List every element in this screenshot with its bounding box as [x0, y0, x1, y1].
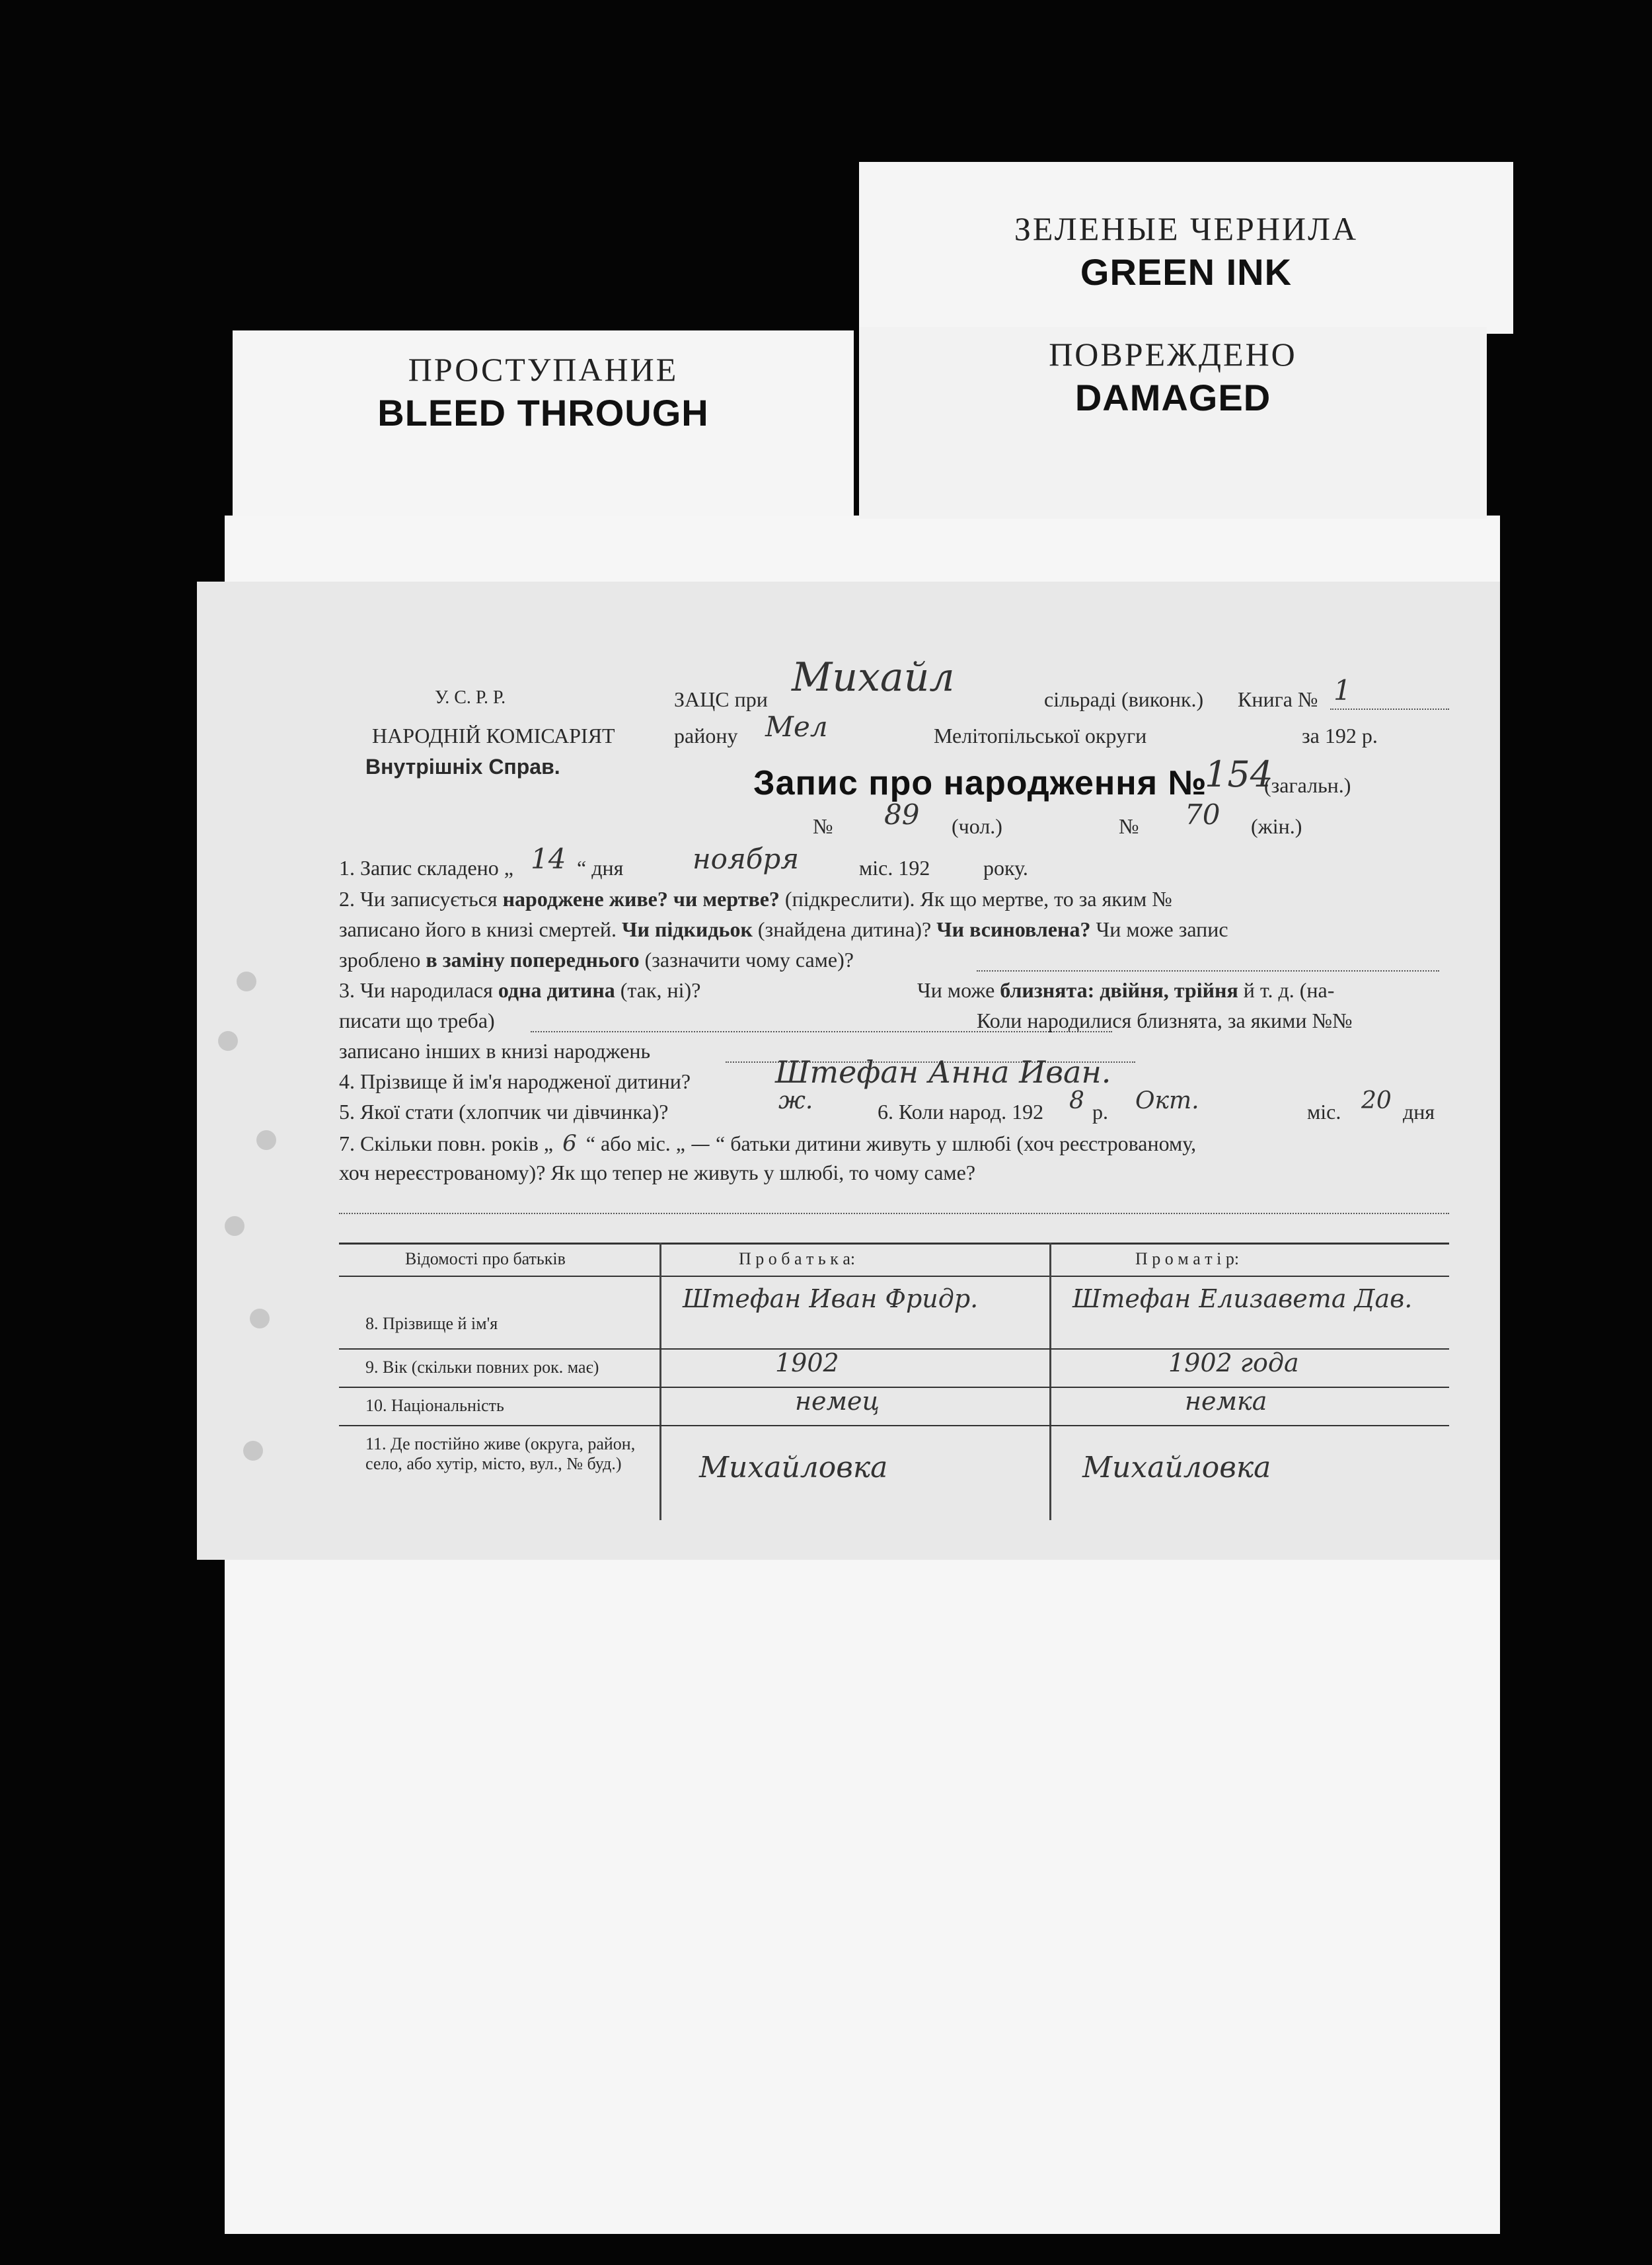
- table-top-line: [339, 1243, 1449, 1245]
- father-age: 1902: [775, 1348, 839, 1377]
- q2e-part1: зроблено: [339, 948, 426, 972]
- q2-part2: народжене живе? чи мертве?: [502, 887, 780, 911]
- district-label: району: [674, 724, 738, 748]
- book-dots: [1330, 709, 1449, 710]
- father-residence: Михайловка: [699, 1451, 888, 1484]
- table-col-line-2: [1049, 1243, 1051, 1520]
- okrug: Мелітопільської округи: [934, 724, 1147, 748]
- table-header-father: П р о б а т ь к а:: [739, 1249, 856, 1268]
- line1-c: міс. 192: [859, 856, 930, 880]
- q3-part1: 3. Чи народилася: [339, 978, 498, 1002]
- q3-part2: одна дитина: [498, 978, 615, 1002]
- birth-date-label: 6. Коли народ. 192: [878, 1100, 1044, 1124]
- line1-a: 1. Запис складено „: [339, 856, 513, 880]
- q2e-part2: в заміну попереднього: [426, 948, 640, 972]
- marriage-c: “ батьки дитини живуть у шлюбі (хоч реєстрованому,: [716, 1132, 1197, 1155]
- birth-date-r: р.: [1092, 1100, 1108, 1124]
- org-commissariat: НАРОДНІЙ КОМІСАРІЯТ: [372, 724, 615, 748]
- q2c-part4: Чи всиновлена?: [936, 917, 1091, 941]
- birth-year: 8: [1069, 1087, 1084, 1114]
- table-header-info: Відомості про батьків: [405, 1249, 566, 1268]
- green-ink-card: [859, 162, 1513, 334]
- q2c-part5: Чи може запис: [1090, 917, 1228, 941]
- punch-hole: [243, 1441, 263, 1461]
- marriage-a: 7. Скільки повн. років „: [339, 1132, 554, 1155]
- question-3: [339, 978, 700, 1003]
- question-3-twins: [917, 978, 1334, 1003]
- record-title: Запис про народження №: [753, 764, 1207, 802]
- line7: записано інших в книзі народжень: [339, 1039, 651, 1063]
- marriage-years: 6: [562, 1130, 577, 1157]
- father-nationality: немец: [795, 1387, 880, 1416]
- birth-date-mis: міс.: [1307, 1100, 1341, 1124]
- line6-b: Коли народилися близнята, за якими №№: [977, 1009, 1353, 1032]
- table-col-line-1: [659, 1243, 661, 1520]
- q3t-part1: Чи може: [917, 978, 1000, 1002]
- bleed-through-en: BLEED THROUGH: [377, 392, 709, 434]
- mother-name: Штефан Елизавета Дав.: [1072, 1284, 1413, 1313]
- male-no-label: №: [813, 814, 833, 838]
- row-label-residence: 11. Де постійно живе (округа, район, село, або хутір, місто, вул., № буд.): [365, 1434, 636, 1473]
- q2c-part1: записано його в книзі смертей.: [339, 917, 622, 941]
- birth-date-dnia: дня: [1403, 1100, 1435, 1124]
- marriage-line: [339, 1130, 1196, 1157]
- line1-b: “ дня: [577, 856, 624, 880]
- question-2-end: [339, 948, 854, 972]
- row-label-age: 9. Вік (скільки повних рок. має): [365, 1358, 599, 1377]
- green-ink-ru: ЗЕЛЕНЫЕ ЧЕРНИЛА: [1014, 210, 1359, 247]
- q3t-part3: й т. д. (на-: [1238, 978, 1335, 1002]
- district-value: Мел: [765, 710, 828, 743]
- marriage-line-2: хоч нереєстрованому)? Як що тепер не живуть у шлюбі, то чому саме?: [339, 1161, 976, 1184]
- punch-hole: [256, 1130, 276, 1150]
- row-label-name: 8. Прізвище й ім'я: [365, 1314, 498, 1333]
- punch-hole: [218, 1031, 238, 1051]
- sex-value: ж.: [778, 1087, 813, 1114]
- marriage-dots: [339, 1213, 1449, 1214]
- marriage-months: —: [691, 1133, 710, 1156]
- birth-day: 20: [1361, 1087, 1392, 1114]
- marriage-b: “ або міс. „: [585, 1132, 685, 1155]
- year-label: за 192 р.: [1302, 724, 1378, 748]
- org-ussr: У. С. Р. Р.: [435, 687, 506, 708]
- zags-value: Михайл: [792, 654, 955, 701]
- q2e-part3: (зазначити чому саме)?: [639, 948, 854, 972]
- book-label: Книга №: [1238, 687, 1318, 711]
- q2-part3: (підкреслити). Як що мертве, то за яким №: [779, 887, 1172, 911]
- question-2-cont: [339, 917, 1228, 942]
- mother-age: 1902 года: [1168, 1348, 1299, 1377]
- row-line-3: [339, 1425, 1449, 1426]
- damaged-ru: ПОВРЕЖДЕНО: [1049, 336, 1297, 373]
- record-number: 154: [1205, 753, 1273, 795]
- damaged-en: DAMAGED: [1074, 377, 1271, 418]
- org-internal-affairs: Внутрішніх Справ.: [365, 755, 560, 779]
- female-no-value: 70: [1185, 798, 1220, 831]
- record-title-suffix: (загальн.): [1264, 773, 1351, 797]
- q3t-part2: близнята: двійня, трійня: [1000, 978, 1238, 1002]
- mother-residence: Михайловка: [1082, 1451, 1271, 1484]
- sex-label: 5. Якої стати (хлопчик чи дівчинка)?: [339, 1100, 669, 1124]
- female-no-label: №: [1119, 814, 1139, 838]
- bleed-through-ru: ПРОСТУПАНИЕ: [408, 351, 679, 388]
- punch-hole: [225, 1216, 244, 1236]
- female-suffix: (жін.): [1251, 814, 1302, 838]
- child-name-label: 4. Прізвище й ім'я народженої дитини?: [339, 1069, 691, 1093]
- line1-day: 14: [531, 843, 566, 875]
- q2-dots: [977, 970, 1439, 972]
- q2c-part2: Чи підкидьок: [622, 917, 753, 941]
- father-name: Штефан Иван Фридр.: [683, 1284, 979, 1313]
- green-ink-en: GREEN INK: [1080, 251, 1293, 293]
- line6-a: писати що треба): [339, 1009, 495, 1032]
- punch-hole: [237, 972, 256, 991]
- q3-part3: (так, ні)?: [615, 978, 701, 1002]
- q2c-part3: (знайдена дитина)?: [752, 917, 937, 941]
- male-suffix: (чол.): [952, 814, 1002, 838]
- zags-prefix: ЗАЦС при: [674, 687, 768, 711]
- male-no-value: 89: [884, 798, 920, 831]
- mother-nationality: немка: [1185, 1387, 1267, 1416]
- book-value: 1: [1333, 674, 1351, 707]
- q2-part1: 2. Чи записується: [339, 887, 503, 911]
- row-line-2: [339, 1387, 1449, 1388]
- child-name-value: Штефан Анна Иван.: [775, 1054, 1111, 1090]
- line1-month: ноября: [693, 843, 800, 875]
- table-header-line: [339, 1276, 1449, 1277]
- birth-record-form: [197, 582, 1500, 1560]
- birth-month: Окт.: [1135, 1087, 1199, 1114]
- punch-hole: [250, 1309, 270, 1328]
- line1-d: року.: [983, 856, 1028, 880]
- bleed-through-card: [233, 330, 854, 516]
- damaged-card: [859, 327, 1487, 519]
- table-header-mother: П р о м а т і р:: [1135, 1249, 1240, 1268]
- row-label-nationality: 10. Національність: [365, 1396, 504, 1415]
- zags-suffix: сільраді (виконк.): [1044, 687, 1204, 711]
- question-2: [339, 887, 1172, 911]
